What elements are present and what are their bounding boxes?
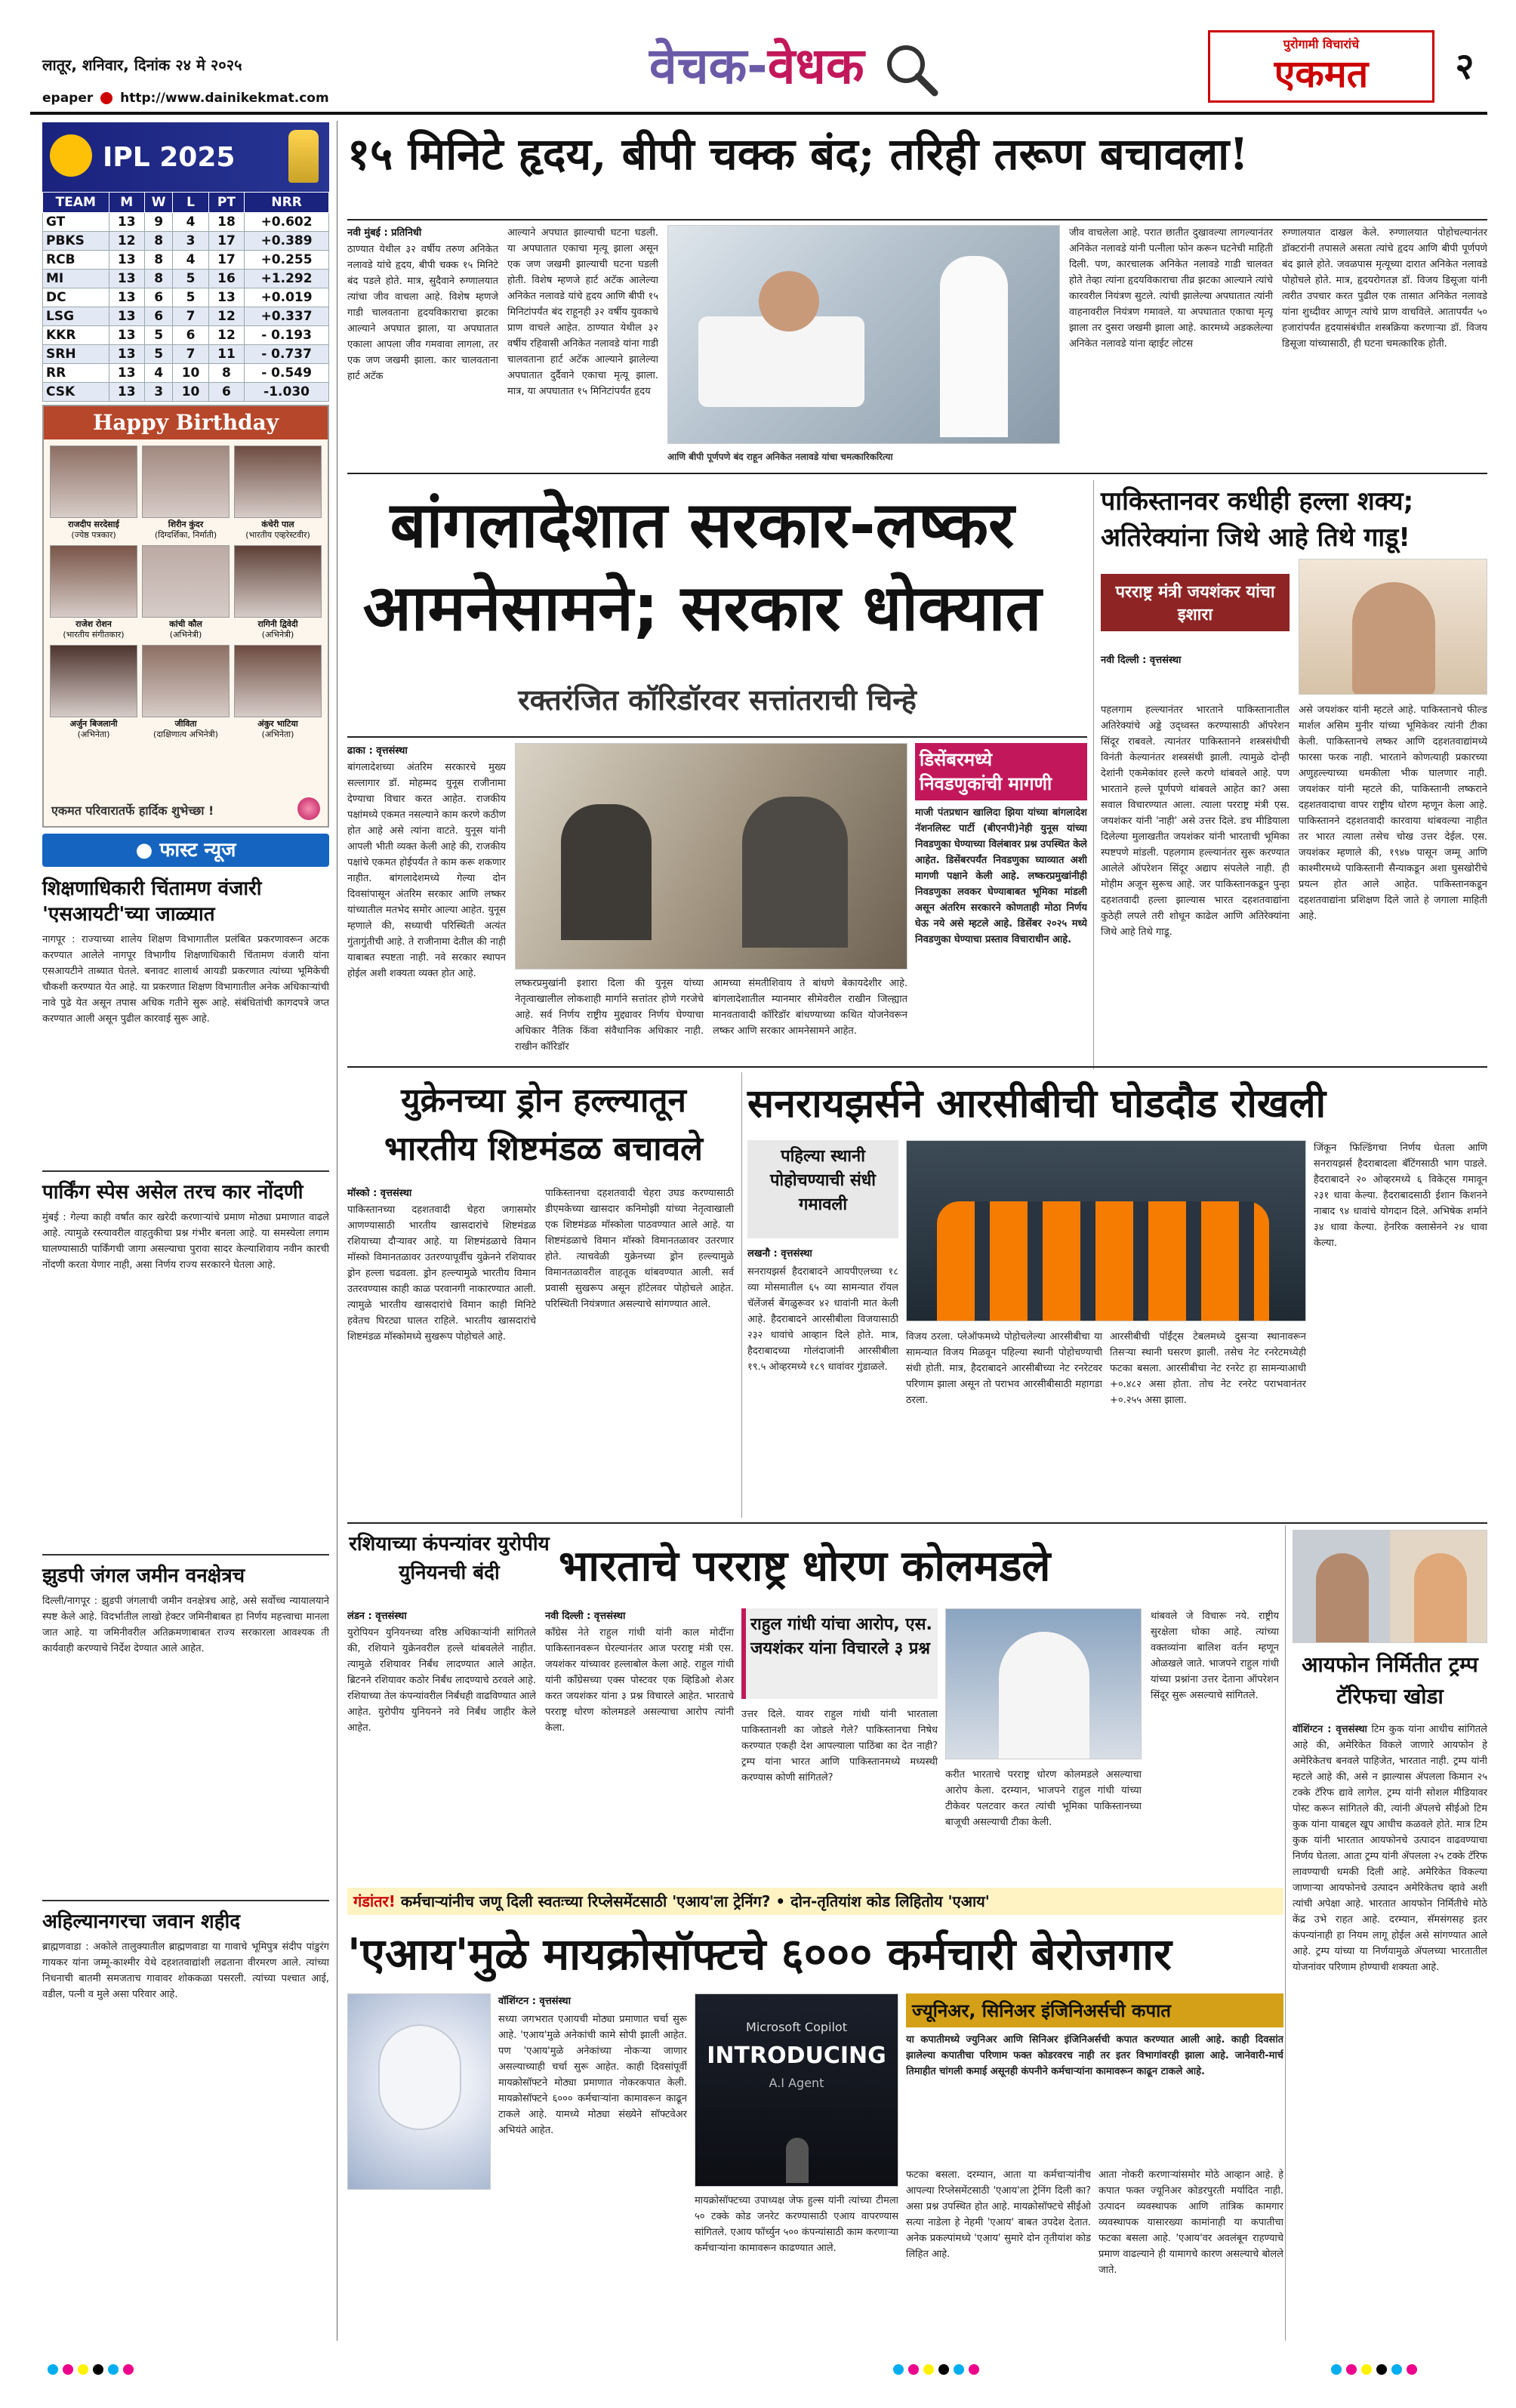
ipl-cell: 8 <box>208 364 244 383</box>
russia-col <box>347 1608 536 1880</box>
fast-news-headline: पार्किंग स्पेस असेल तरच कार नोंदणी <box>42 1181 304 1204</box>
trophy-icon <box>288 130 319 183</box>
ipl-cell: 4 <box>173 251 208 270</box>
copilot-stage-photo <box>695 1993 898 2187</box>
srh-box: पहिल्या स्थानी पोहोचण्याची संधी गमावली <box>747 1140 898 1238</box>
ipl-cell: 13 <box>109 270 144 288</box>
person-role: (अभिनेत्री) <box>169 630 202 640</box>
ipl-cell: 8 <box>144 232 172 251</box>
print-color-marks-left <box>45 2363 136 2378</box>
birthday-section <box>42 405 329 828</box>
srh-photo <box>906 1140 1306 1321</box>
microsoft-photo-caption: मायक्रोसॉफ्टच्या उपाध्यक्ष जेफ हुल्स यांनी त्यांच्या टीमला ५० टक्के कोड जनरेट करण्यासाठी एआय वापरण्यास सांगितले. एआय फॉर्च्युन ५०० कंपन्यांसाठी काम करणाऱ्या कर्मचाऱ्यांना कामावरून काढण्यात आले. <box>695 2195 898 2254</box>
issue-date: लातूर, शनिवार, दिनांक २४ मे २०२५ <box>42 56 242 74</box>
pakistan-dateline: नवी दिल्ली : वृत्तसंस्था <box>1101 655 1182 666</box>
microsoft-text-1: सध्या जगभरात एआयची मोठ्या प्रमाणात चर्चा सुरू आहे. 'एआय'मुळे अनेकांची कामे सोपी झाली आहेत. पण 'एआय'मुळे अनेकांच्या नोकऱ्या जाणार असल्याच्याही चर्चा सुरू आहेत. काही दिवसांपूर्वी मायक्रोसॉफ्टने मोठ्या प्रमाणात नोकरकपात केली. मायक्रोसॉफ्टने ६००० कर्मचाऱ्यांना कामावरून काढून टाकले आहे. यामध्ये मोठ्या संख्येने सॉफ्टवेअर अभियंते आहेत. <box>498 2014 687 2136</box>
lead-text-2: आल्याने अपघात झाल्याची घटना घडली. या अपघातात एकाचा मृत्यू झाला असून एक जण जखमी झाल्याची घटना घडली होती. विशेष म्हणजे हार्ट अटॅक आलेल्या अनिकेत नलावडे यांचे हृदय आणि बीपी १५ मिनिटांपर्यंत बंद राहूनही ३२ वर्षीय युवकाचे प्राण वाचले आहेत. ठाण्यात येथील ३२ वर्षीय रहिवासी अनिकेत नलावडे यांना गाडी चालवताना हार्ट अटॅक आल्याने झालेल्या अपघातात दुर्दैवाने एकाचा मृत्यू झाला. मात्र, या अपघातात १५ मिनिटांपर्यंत हृदय <box>507 227 658 397</box>
fast-news-title: ● फास्ट न्यूज <box>42 834 329 867</box>
patient-figure <box>759 271 819 331</box>
ipl-row <box>43 270 329 288</box>
srh-dateline: लखनौ : वृत्तसंस्था <box>747 1248 812 1259</box>
ipl-cell: 7 <box>173 307 208 326</box>
speaker-figure <box>999 1632 1089 1759</box>
ipl-cell: 3 <box>173 232 208 251</box>
russia-dateline: लंडन : वृत्तसंस्था <box>347 1611 407 1622</box>
ipl-cell: 6 <box>144 288 172 307</box>
fast-news-text: दिल्ली/नागपूर : झुडपी जंगलाची जमीन वनक्षेत्रच आहे, असे सर्वोच्च न्यायालयाने स्पष्ट केले आहे. विदर्भातील लाखो हेक्टर जमिनीबाबत हा निर्णय महत्त्वाचा मानला जात आहे. या जमिनीवरील अतिक्रमणाबाबत राज्य सरकारला आवश्यक ती कार्यवाही करण्याचे निर्देश देण्यात आले आहेत. <box>42 1596 329 1654</box>
ukraine-text-2: पाकिस्तानचा दहशतवादी चेहरा उघड करण्यासाठी डीएमकेच्या खासदार कनिमोझी यांच्या नेतृत्वाखाली एक शिष्टमंडळ मॉस्कोला पाठवण्यात आले आहे. या शिष्टमंडळाचे विमान मॉस्को विमानतळावर उतरणार होते. त्याचवेळी युक्रेनच्या ड्रोन हल्ल्यामुळे विमानतळावरील वाहतूक थांबवण्यात आली. सर्व प्रवासी सुखरूप असून हॉटेलवर पोहोचले आहेत. परिस्थिती नियंत्रणात असल्याचे सांगण्यात आले. <box>545 1188 734 1310</box>
ipl-cell: 5 <box>173 288 208 307</box>
person-photo <box>142 446 230 518</box>
foreign-policy-text-3: करीत भारताचे परराष्ट्र धोरण कोलमडले असल्याचा आरोप केला. दरम्यान, भाजपने राहुल गांधी यांच्या टीकेवर पलटवार करत त्यांची भूमिका पाकिस्तानच्या बाजूची असल्याची टीका केली. <box>945 1769 1142 1828</box>
elections-box <box>915 743 1087 1060</box>
ipl-cell: 18 <box>208 213 244 232</box>
fast-news-item <box>42 1170 329 1542</box>
ipl-cell: 5 <box>144 326 172 345</box>
apple-headline: आयफोन निर्मितीत ट्रम्प टॅरिफचा खोडा <box>1302 1652 1478 1709</box>
ipl-cell: 5 <box>173 270 208 288</box>
apple-text: वॉशिंग्टन : वृत्तसंस्था टिम कुक यांना आधीच सांगितले आहे की, अमेरिकेत विकले जाणारे आयफोन हे अमेरिकेतच बनवले पाहिजेत, भारतात नाही. ट्रम्प यांनी म्हटले आहे की, असे न झाल्यास ॲपलला किमान २५ टक्के टॅरिफ द्यावे लागेल. ट्रम्प यांनी सोशल मीडियावर पोस्ट करून सांगितले की, त्यांनी ॲपलचे सीईओ टिम कुक यांना याबद्दल खूप आधीच कळवले होते. मात्र टिम कुक यांनी भारतात आयफोनचे उत्पादन वाढवण्याचा निर्णय घेतला. आता ट्रम्प यांनी ॲपलला २५ टक्के टॅरिफ लावण्याची धमकी दिली आहे. अमेरिकेत विकल्या जाणाऱ्या आयफोनचे उत्पादन अमेरिकेतच व्हावे अशी त्यांची अपेक्षा आहे. भारतात आयफोन निर्मितीचे मोठे केंद्र उभे राहत आहे. दरम्यान, सॅमसंगसह इतर कंपन्यांनाही हा नियम लागू होईल असे सांगण्यात आले आहे. ट्रम्प यांच्या या निर्णयामुळे ॲपलच्या भारतातील योजनांवर परिणाम होण्याची शक्यता आहे. <box>1293 1724 1487 1973</box>
person-role: (ज्येष्ठ पत्रकार) <box>71 530 116 540</box>
microsoft-strap <box>347 1888 1283 1915</box>
robot-head <box>378 2024 461 2130</box>
person-name: कंचेरी पाल <box>261 520 294 529</box>
ipl-cell: 13 <box>109 364 144 383</box>
person-name: राजदीप सरदेसाई <box>68 520 119 529</box>
ipl-cell: 17 <box>208 251 244 270</box>
ipl-cell: 8 <box>144 270 172 288</box>
ipl-cell: 9 <box>144 213 172 232</box>
person-photo <box>142 545 230 618</box>
microsoft-text-4: आता नोकरी करणाऱ्यांसमोर मोठे आव्हान आहे. हे कपात फक्त ज्यूनिअर कोडरपुरती मर्यादित नाही. उत्पादन व्यवस्थापक आणि तांत्रिक कामगार व्यवस्थापक यासारख्या कामांनाही या कपातीचा फटका बसला आहे. 'एआय'वर अवलंबून राहण्याचे प्रमाण वाढल्याने ही यामागचे कारण असल्याचे बोलले जाते. <box>1098 2169 1283 2276</box>
ipl-cell: 13 <box>109 307 144 326</box>
foreign-policy-text-1: काँग्रेस नेते राहुल गांधी यांनी काल मोदींना पाकिस्तानवरून घेरल्यानंतर आज परराष्ट्र मंत्री एस. जयशंकर यांच्यावर हल्लाबोल केला आहे. राहुल गांधी यांनी काँग्रेसच्या एक्स पोस्टवर एक व्हिडिओ शेअर करत जयशंकर यांना ३ प्रश्न विचारले आहेत. भारताचे परराष्ट्र धोरण कोलमडले असल्याचा आरोप त्यांनी केला. <box>545 1627 734 1734</box>
ipl-cell: 6 <box>144 307 172 326</box>
person-name: अंकुर भाटिया <box>257 719 298 729</box>
lead-text-1: ठाण्यात येथील ३२ वर्षीय तरुण अनिकेत नलावडे यांचे हृदय, बीपी चक्क १५ मिनिटे बंद पडले होते. मात्र, सुदैवाने रुग्णालयात त्यांचा जीव वाचला आहे. विशेष म्हणजे गाडी चालवताना हृदयविकाराचा झटका आल्याने अपघात झाला, या अपघातात एकाला आपला जीव गमवावा लागला, तर एक जण जखमी झाला. कार चालवताना हार्ट अटॅक <box>347 244 498 382</box>
ipl-cell: - 0.193 <box>245 326 329 345</box>
ipl-cell: 7 <box>173 345 208 364</box>
birthday-person <box>234 645 322 740</box>
ipl-cell: +0.337 <box>245 307 329 326</box>
ipl-cell: 13 <box>109 326 144 345</box>
ipl-cell: LSG <box>43 307 109 326</box>
epaper-line <box>42 91 329 106</box>
ipl-row <box>43 345 329 364</box>
birthday-person <box>50 645 137 740</box>
flower-icon <box>297 797 320 820</box>
copilot-brand: Microsoft Copilot <box>746 2020 847 2034</box>
ipl-column-header: PT <box>208 193 244 213</box>
brand-name: एकमत <box>1274 52 1369 96</box>
rahul-photo <box>945 1608 1142 1759</box>
ipl-cell: RCB <box>43 251 109 270</box>
seated-figure-right <box>742 797 848 948</box>
ipl-cell: 12 <box>109 232 144 251</box>
ipl-cell: 13 <box>109 251 144 270</box>
bangladesh-dateline: ढाका : वृत्तसंस्था <box>347 745 408 757</box>
ipl-cell: SRH <box>43 345 109 364</box>
pakistan-text-1: पहलगाम हल्ल्यानंतर भारताने पाकिस्तानातील अतिरेक्यांचे अड्डे उद्ध्वस्त करण्यासाठी ऑपरेशन सिंदूर राबवले. त्यानंतर पाकिस्तानने शस्त्रसंधीची विनंती केल्यानंतर शस्त्रसंधी झाली. त्यामुळे दोन्ही देशांनी एकमेकांवर हल्ले करणे थांबवले आहे. पण भारताने हल्ले पूर्णपणे थांबवले आहेत का? असा सवाल विचारण्यात आला. त्याला परराष्ट्र मंत्री एस. जयशंकर यांनी 'नाही' असे उत्तर दिले. डच मीडियाला दिलेल्या मुलाखतीत जयशंकर यांनी भारताची भूमिका स्पष्टपणे मांडली. पहलगाम हल्ल्यानंतर सुरू करण्यात आलेले ऑपरेशन सिंदूर अद्याप संपलेले नाही. ही मोहीम अजून सुरूच आहे. जर पाकिस्तानकडून पुन्हा दहशतवादी हल्ला झाल्यास भारत दहशतवाद्यांना कुठेही लपले तरी शोधून काढेल आणि अतिरेक्यांना जिथे आहे तिथे गाडू. <box>1101 705 1290 938</box>
ipl-row <box>43 326 329 345</box>
person-photo <box>234 446 322 518</box>
copilot-sub: A.I Agent <box>769 2076 824 2090</box>
bangladesh-headline: बांगलादेशात सरकार-लष्कर आमनेसामने; सरकार धोक्यात <box>362 488 1042 645</box>
birthday-person <box>234 545 322 640</box>
ipl-cell: +0.019 <box>245 288 329 307</box>
person-role: (अभिनेता) <box>261 729 294 739</box>
ukraine-text-1: पाकिस्तानच्या दहशतवादी चेहरा जगासमोर आणण्यासाठी भारतीय खासदारांचे शिष्टमंडळ रशियाच्या दौऱ्यावर आहे. या शिष्टमंडळाचे विमान मॉस्को विमानतळावर उतरण्यापूर्वीच युक्रेनने रशियावर ड्रोन हल्ला चढवला. ड्रोन हल्ल्यामुळे भारतीय विमान उतरवण्यास काही काळ परवानगी नाकारण्यात आली. त्यामुळे भारतीय खासदारांचे विमान काही मिनिटे हवेतच घिरट्या घालत राहिले. भारतीय खासदारांचे शिष्टमंडळ मॉस्कोमध्ये सुखरूप पोहोचले आहे. <box>347 1204 536 1343</box>
ipl-cell: 4 <box>173 213 208 232</box>
lead-col-1 <box>347 225 498 467</box>
doctor-figure <box>940 256 1008 437</box>
masthead <box>0 0 1516 113</box>
ipl-table <box>42 192 329 402</box>
ipl-cell: 5 <box>144 345 172 364</box>
russia-text: युरोपियन युनियनच्या वरिष्ठ अधिकाऱ्यांनी सांगितले की, रशियाने युक्रेनवरील हल्ले थांबवलेले नाहीत. त्यामुळे रशियावर निर्बंध लादण्यात आले आहेत. ब्रिटनने रशियावर कठोर निर्बंध लादण्याचे ठरवले आहे. रशियाच्या तेल कंपन्यांवरील निर्बंधही वाढविण्यात आले आहेत. युरोपीय युनियनने नवे निर्बंध जाहीर केले आहेत. <box>347 1627 536 1734</box>
fast-news-text: मुंबई : गेल्या काही वर्षांत कार खरेदी करणाऱ्यांचे प्रमाण मोठ्या प्रमाणात वाढले आहे. त्यामुळे रस्त्यावरील वाहतुकीचा प्रश्न गंभीर बनला आहे. या समस्येला लगाम घालण्यासाठी पार्किंगची जागा असल्याचा पुरावा सादर केल्याशिवाय नवीन कारची नोंदणी करता येणार नाही, असा निर्णय राज्य सरकारने घेतला आहे. <box>42 1212 329 1271</box>
ipl-logo-icon <box>50 134 92 177</box>
ipl-cell: - 0.737 <box>245 345 329 364</box>
lead-text-4: रुग्णालयात दाखल केले. रुग्णालयात पोहोचल्यानंतर डॉक्टरांनी तपासले असता त्यांचे हृदय आणि बीपी पूर्णपणे बंद झाले होते. जवळपास मृत्यूच्या दारात अनिकेत नलावडे पोहोचले होते. मात्र, हृदयरोगतज्ञ डॉ. विजय डिसूजा यांनी त्वरीत उपचार करत पुढील एक तासात अनिकेत नलावडे यांना शुध्दीवर आणून त्यांचे प्राण वाचविले. आतापर्यंत ५० हजारांपर्यंत हृदयासंबंधीत शस्त्रक्रिया करणाऱ्या डॉ. विजय डिसूजा यांच्यासाठी, ही घटना चमत्कारिक होती. <box>1282 227 1487 350</box>
copilot-title: INTRODUCING <box>707 2043 886 2069</box>
ipl-row <box>43 383 329 402</box>
russia-headline: रशियाच्या कंपन्यांवर युरोपीय युनियनची बंदी <box>349 1533 550 1584</box>
fast-news-item <box>42 1554 329 1888</box>
elections-box-text: माजी पंतप्रधान खालिदा झिया यांच्या बांगलादेश नॅशनलिस्ट पार्टी (बीएनपी)नेही युनूस यांच्या निवडणुका घेण्याच्या विलंबावर प्रश्न उपस्थित केले आहेत. डिसेंबरपर्यंत निवडणुका घ्याव्यात अशी मागणी पक्षाने केली आहे. लष्करप्रमुखांनीही निवडणुका लवकर घेण्याबाबत भूमिका मांडली असून अंतरिम सरकारने कोणताही मोठा निर्णय घेऊ नये असे म्हटले आहे. डिसेंबर २०२५ मध्ये निवडणुका घेण्याचा प्रस्ताव विचाराधीन आहे. <box>915 807 1087 945</box>
portrait-right <box>1414 1553 1467 1643</box>
ipl-cell: 13 <box>109 213 144 232</box>
elections-box-title: डिसेंबरमध्ये निवडणुकांची मागणी <box>915 743 1087 800</box>
person-name: शिरीन कुंदर <box>168 520 204 529</box>
ipl-cell: 10 <box>173 383 208 402</box>
ipl-cell: +0.255 <box>245 251 329 270</box>
robot-image <box>347 1993 491 2190</box>
page-number: २ <box>1455 45 1474 88</box>
fast-news-item <box>42 876 329 1158</box>
microsoft-dateline: वॉशिंग्टन : वृत्तसंस्था <box>498 1996 571 2007</box>
bangladesh-caption-1: लष्करप्रमुखांनी इशारा दिला की युनूस यांच्या नेतृत्वाखालील लोकशाही मार्गाने सत्तांतर होणे गरजेचे आहे. सर्व निर्णय राष्ट्रीय मुद्द्यावर निर्णय घेण्याचा अधिकार नैतिक किंवा संवैधानिक अधिकार नाही. राखीन कॉरिडॉर <box>515 978 704 1053</box>
person-photo <box>50 545 137 618</box>
srh-headline: सनरायझर्सने आरसीबीची घोडदौड रोखली <box>747 1081 1326 1127</box>
ipl-column-header: NRR <box>245 193 329 213</box>
ipl-cell: 6 <box>208 383 244 402</box>
ipl-cell: PBKS <box>43 232 109 251</box>
birthday-person <box>142 545 230 640</box>
person-photo <box>50 645 137 717</box>
microsoft-headline: 'एआय'मुळे मायक्रोसॉफ्टचे ६००० कर्मचारी बेरोजगार <box>347 1929 1172 1980</box>
birthday-wish: एकमत परिवारातर्फे हार्दिक शुभेच्छा ! <box>51 803 214 818</box>
ipl-column-header: M <box>109 193 144 213</box>
birthday-person <box>234 446 322 541</box>
ipl-cell: 10 <box>173 364 208 383</box>
person-role: (दिग्दर्शिका, निर्माती) <box>154 530 217 540</box>
section-title: वेचक-वेधक <box>649 30 941 99</box>
lead-headline: १५ मिनिटे हृदय, बीपी चक्क बंद; तरिही तरूण बचावला! <box>347 128 1249 180</box>
strap-text: कर्मचाऱ्यांनीच जणू दिली स्वतःच्या रिप्लेसमेंटसाठी 'एआय'ला ट्रेनिंग? • दोन-तृतियांश कोड लिहितोय 'एआय' <box>400 1892 990 1910</box>
apple-col <box>1293 1722 1487 2341</box>
bangladesh-col-1 <box>347 743 506 1060</box>
ipl-cell: KKR <box>43 326 109 345</box>
ipl-row <box>43 232 329 251</box>
ipl-cell: DC <box>43 288 109 307</box>
print-color-marks-right <box>1329 2363 1419 2378</box>
ipl-row <box>43 307 329 326</box>
seated-figure-left <box>561 804 652 940</box>
rahul-box: राहुल गांधी यांचा आरोप, एस. जयशंकर यांना विचारले ३ प्रश्न <box>741 1608 938 1699</box>
ipl-cell: 12 <box>208 326 244 345</box>
ipl-header-row <box>43 193 329 213</box>
ipl-points-table <box>42 122 329 402</box>
foreign-policy-dateline: नवी दिल्ली : वृत्तसंस्था <box>545 1611 626 1622</box>
person-role: (अभिनेत्री) <box>261 630 294 640</box>
pakistan-label: परराष्ट्र मंत्री जयशंकर यांचा इशारा <box>1101 574 1290 631</box>
ipl-column-header: L <box>173 193 208 213</box>
person-name: अर्जुन बिजलानी <box>69 719 118 729</box>
lead-dateline: नवी मुंबई : प्रतिनिधी <box>347 227 422 239</box>
ukraine-col-1 <box>347 1186 536 1518</box>
ipl-cell: 6 <box>173 326 208 345</box>
magnifier-icon <box>882 40 941 99</box>
brand-tagline: पुरोगामी विचारांचे <box>1283 37 1360 51</box>
broadcast-icon: ● <box>135 839 160 862</box>
lead-photo-caption: आणि बीपी पूर्णपणे बंद राहून अनिकेत नलावडे यांचा चमत्कारिकरित्या <box>667 452 893 462</box>
fast-news-headline: शिक्षणाधिकारी चिंतामण वंजारी 'एसआयटी'च्या जाळ्यात <box>42 877 262 926</box>
person-photo <box>234 545 322 618</box>
person-photo <box>50 446 137 518</box>
person-photo <box>142 645 230 717</box>
ipl-cell: 16 <box>208 270 244 288</box>
ipl-cell: 13 <box>208 288 244 307</box>
portrait-left <box>1316 1553 1369 1643</box>
ipl-cell: +1.292 <box>245 270 329 288</box>
pakistan-text-2: असे जयशंकर यांनी म्हटले आहे. पाकिस्तानचे फील्ड मार्शल असिम मुनीर यांच्या भूमिकेवर त्यांनी टीका केली. पाकिस्तानचे लष्कर आणि दहशतवाद्यांमध्ये फारसा फरक नाही. भारताने कोणत्याही प्रकारच्या अणुहल्ल्याच्या धमकीला भीक घालणार नाही. जयशंकर यांनी म्हटले की, पाकिस्तानी लष्कराने दहशतवादाचा वापर राष्ट्रीय धोरण म्हणून केला आहे. पाकिस्तानने दहशतवादी कारवाया थांबवल्या नाहीत तर भारत त्याला तसेच चोख उत्तर देईल. एस. जयशंकर म्हणाले की, १९४७ पासून जम्मू आणि काश्मीरमध्ये पाकिस्तानी सैन्याकडून अशा घुसखोरीचे प्रयत्न होत आले आहेत. पाकिस्तानकडून दहशतवाद्यांना प्रशिक्षण दिले जाते हे जगाला माहिती आहे. <box>1299 705 1487 922</box>
birthday-person <box>142 446 230 541</box>
ipl-cell: 12 <box>208 307 244 326</box>
foreign-policy-headline: भारताचे परराष्ट्र धोरण कोलमडले <box>559 1542 1051 1591</box>
ipl-cell: 11 <box>208 345 244 364</box>
globe-icon <box>100 92 112 104</box>
ipl-column-header: TEAM <box>43 193 109 213</box>
lead-text-3: जीव वाचलेला आहे. परात छातीत दुखावल्या लागल्यानंतर अनिकेत नलावडे यांनी पत्नीला फोन करून घटनेची माहिती दिली. पण, कारचालक अनिकेत नलावडे गाडी चालवत होते तेव्हा त्यांना हृदयविकाराचा तीव्र झटका आल्याने त्यांचे कारवरील नियंत्रण सुटले. त्यांची झालेल्या अपघातात त्यांनी वाहनावरील नियंत्रण गमावले. या अपघातात एकाचा मृत्यू झाला तर दुसरा जखमी झाला आहे. कारमध्ये अडकलेल्या अनिकेत नलावडे यांना व्हाईट लोटस <box>1069 227 1273 350</box>
ukraine-dateline: मॉस्को : वृत्तसंस्था <box>347 1188 412 1199</box>
print-color-marks-center <box>891 2363 981 2378</box>
person-name: जीविता <box>174 719 197 729</box>
bangladesh-subhead: रक्तरंजित कॉरिडॉरवर सत्तांतराची चिन्हे <box>518 683 917 717</box>
fast-news-text: नागपूर : राज्याच्या शालेय शिक्षण विभागातील प्रलंबित प्रकरणावरून अटक करण्यात आलेले नागपूर विभागीय शिक्षणाधिकारी चिंतामण वंजारी यांना एसआयटीने ताब्यात घेतले. बनावट शालार्थ आयडी प्रकरणात त्यांच्या भूमिकेची चौकशी करण्यात येत आहे. या प्रकरणात शिक्षण विभागातील अनेक अधिकाऱ्यांची नावे पुढे येत असून तपास अधिक गतीने सुरू आहे. संबंधितांची कागदपत्रे जप्त करण्यात आली असून पुढील कारवाई सुरू आहे. <box>42 934 329 1025</box>
apple-dateline: वॉशिंग्टन : वृत्तसंस्था <box>1293 1724 1367 1735</box>
epaper-label: epaper <box>42 91 94 106</box>
ipl-cell: 4 <box>144 364 172 383</box>
srh-text-2: विजय ठरला. प्लेऑफमध्ये पोहोचलेल्या आरसीबीचा या सामन्यात विजय मिळवून पहिल्या स्थानी पोहोचण्याची संधी होती. मात्र, हैदराबादने आरसीबीच्या नेट रनरेटवर परिणाम झाला असून तो पराभव आरसीबीसाठी महागडा ठरला. <box>906 1331 1102 1406</box>
jaishankar-photo <box>1299 559 1487 695</box>
ipl-header <box>42 122 329 192</box>
fast-news-item <box>42 1900 329 2211</box>
ipl-cell: 13 <box>109 345 144 364</box>
fast-news-headline: अहिल्यानगरचा जवान शहीद <box>42 1910 241 1933</box>
foreign-policy-text-4: थांबवले जे विचारू नये. राष्ट्रीय सुरक्षेला धोका आहे. त्यांच्या वक्तव्यांना बालिश वर्तन म्हणून ओळखले जाते. भाजपने राहुल गांधी यांच्या प्रश्नांना उत्तर देताना ऑपरेशन सिंदूर सुरू असल्याचे सांगितले. <box>1151 1611 1279 1701</box>
ipl-column-header: W <box>144 193 172 213</box>
ipl-row <box>43 251 329 270</box>
foreign-policy-text-2: उत्तर दिले. यावर राहुल गांधी यांनी भारताला पाकिस्तानशी का जोडले गेले? पाकिस्तानचा निषेध करण्यात एकही देश आपल्याला पाठिंबा का देत नाही? ट्रम्प यांना भारत आणि पाकिस्तानमध्ये मध्यस्थी करण्यास कोणी सांगितले? <box>741 1709 938 1784</box>
ipl-cell: 3 <box>144 383 172 402</box>
ipl-cell: CSK <box>43 383 109 402</box>
cook-trump-photo <box>1293 1530 1487 1643</box>
lead-photo <box>667 225 1060 444</box>
srh-text-3: आरसीबीची पॉईंट्स टेबलमध्ये दुसऱ्या स्थानावरून तिसऱ्या स्थानी घसरण झाली. तसेच नेट रनरेटमध्येही फटका बसला. आरसीबीचा नेट रनरेट हा सामन्याआधी +०.४८२ असा होता. तोच नेट रनरेट पराभवानंतर +०.२५५ असा झाला. <box>1110 1331 1306 1406</box>
fast-news-section <box>42 834 329 2340</box>
ipl-cell: MI <box>43 270 109 288</box>
person-name: रागिनी द्विवेदी <box>257 619 298 629</box>
srh-text-4: जिंकून फिल्डिंगचा निर्णय घेतला आणि सनरायझर्स हैदराबादला बॅटिंगसाठी भाग पाडले. हैदराबादने २० ओव्हरमध्ये ६ विकेट्स गमावून २३१ धावा केल्या. हैदराबादसाठी ईशान किशनने नाबाद ९४ धावांचे योगदान दिले. अभिषेक शर्माने ३४ धावा केल्या. हेनरिक क्लासेनने २४ धावा केल्या. <box>1314 1142 1487 1249</box>
bangladesh-caption-2: आमच्या संमतीशिवाय ते बांधणे बेकायदेशीर आहे. बांगलादेशातील म्यानमार सीमेवरील राखीन जिल्ह्यात मानवतावादी कॉरिडॉर बांधण्याच्या कथित योजनेवरून लष्कर आणि सरकार आमनेसामने आहेत. <box>713 978 907 1037</box>
ipl-row <box>43 213 329 232</box>
birthday-person <box>50 545 137 640</box>
ipl-cell: 17 <box>208 232 244 251</box>
ukraine-headline: युक्रेनच्या ड्रोन हल्ल्यातून भारतीय शिष्टमंडळ बचावले <box>384 1081 704 1168</box>
brand-logo <box>1208 30 1434 103</box>
ipl-cell: - 0.549 <box>245 364 329 383</box>
player-group <box>937 1201 1269 1321</box>
website-link[interactable]: http://www.dainikekmat.com <box>120 91 329 106</box>
ipl-cell: -1.030 <box>245 383 329 402</box>
ipl-title: IPL 2025 <box>103 142 236 173</box>
srh-text-1: सनरायझर्स हैदराबादने आयपीएलच्या १८ व्या मोसमातील ६५ व्या सामन्यात रॉयल चॅलेंजर्स बेंगळुरूवर ४२ धावांनी मात केली आहे. हैदराबादने आरसीबीला विजयासाठी २३२ धावांचे आव्हान दिले होते. मात्र, हैदराबादच्या गोलंदाजांनी आरसीबीला १९.५ ओव्हरमध्ये १८९ धावांवर गुंडाळले. <box>747 1266 898 1373</box>
ipl-cell: 8 <box>144 251 172 270</box>
ipl-cell: +0.602 <box>245 213 329 232</box>
birthday-grid <box>44 439 328 746</box>
bangladesh-photo <box>515 743 907 970</box>
person-role: (दाक्षिणात्य अभिनेत्री) <box>153 729 218 739</box>
birthday-person <box>142 645 230 740</box>
strap-label: गंडांतर! <box>353 1892 396 1910</box>
person-role: (भारतीय एव्हरेस्टवीर) <box>245 530 310 540</box>
microsoft-text-3: फटका बसला. दरम्यान, आता या कर्मचाऱ्यांनीच आपल्या रिप्लेसमेंटसाठी 'एआय'ला ट्रेनिंग दिली का? असा प्रश्न उपस्थित होत आहे. मायक्रोसॉफ्टचे सीईओ सत्या नाडेला हे नेहमी 'एआय' बाबत उपदेश देतात. अनेक प्रकल्पांमध्ये 'एआय' सुमारे दोन तृतीयांश कोड लिहित आहे. <box>906 2169 1091 2260</box>
person-name: राजेश रोशन <box>75 619 112 629</box>
presenter-figure <box>786 2138 809 2183</box>
ipl-cell: GT <box>43 213 109 232</box>
fast-news-text: ब्राह्मणवाडा : अकोले तालुक्यातील ब्राह्मणवाडा या गावाचे भूमिपुत्र संदीप पांडुरंग गायकर यांना जम्मू-काश्मीर येथे दहशतवाद्यांशी लढताना वीरमरण आले. त्यांच्या निधनाची बातमी समजताच गावावर शोककळा पसरली. त्यांच्या पश्चात आई, वडील, पत्नी व मुले असा परिवार आहे. <box>42 1941 329 2000</box>
ipl-row <box>43 364 329 383</box>
person-photo <box>234 645 322 717</box>
foreign-policy-col-1 <box>545 1608 734 1880</box>
person-role: (भारतीय संगीतकार) <box>63 630 125 640</box>
ipl-row <box>43 288 329 307</box>
person-role: (अभिनेता) <box>77 729 110 739</box>
pakistan-headline: पाकिस्तानवर कधीही हल्ला शक्य; अतिरेक्यांना जिथे आहे तिथे गाडू! <box>1101 486 1414 553</box>
bangladesh-text: बांगलादेशच्या अंतरिम सरकारचे मुख्य सल्लागार डॉ. मोहम्मद युनूस राजीनामा देण्याचा विचार करत आहेत. राजकीय पक्षांमध्ये एकमत नसल्याने काम करणे कठीण होत आहे असे त्यांना वाटते. युनूस यांनी आपली भीती व्यक्त केली आहे की, राजकीय पक्षांचे एकमत होईपर्यंत ते काम करू शकणार नाहीत. बांगलादेशमध्ये गेल्या दोन दिवसांपासून अंतरिम सरकार आणि लष्कर यांच्यातील मतभेद समोर आल्या आहेत. युनूस म्हणाले की, सध्याची परिस्थिती अत्यंत गुंतागुंतीची आहे. ते राजीनामा देतील की नाही याबाबत स्पष्टता नाही. नवे सरकार स्थापन होईल अशी शक्यता व्यक्त होत आहे. <box>347 762 506 979</box>
birthday-title: Happy Birthday <box>44 406 328 439</box>
ipl-cell: +0.389 <box>245 232 329 251</box>
fast-news-headline: झुडपी जंगल जमीन वनक्षेत्रच <box>42 1565 245 1587</box>
ipl-cell: 13 <box>109 288 144 307</box>
ipl-cell: RR <box>43 364 109 383</box>
portrait-figure <box>1352 582 1435 695</box>
engineers-box-text: या कपातीमध्ये ज्युनिअर आणि सिनिअर इंजिनिअर्सची कपात करण्यात आली आहे. काही दिवसांत झालेल्या कपातीचा परिणाम फक्त कोडरवरच नाही तर इतर विभागांवरही झाला आहे. जानेवारी-मार्च तिमाहीत चांगली कमाई असूनही कंपनीने कर्मचाऱ्यांना कामावरून काढून टाकले आहे. <box>906 2034 1283 2077</box>
ipl-cell: 13 <box>109 383 144 402</box>
person-name: कांची कौल <box>169 619 202 629</box>
engineers-box <box>906 1993 1283 2160</box>
engineers-box-title: ज्यूनिअर, सिनिअर इंजिनिअर्सची कपात <box>906 1993 1283 2027</box>
birthday-person <box>50 446 137 541</box>
